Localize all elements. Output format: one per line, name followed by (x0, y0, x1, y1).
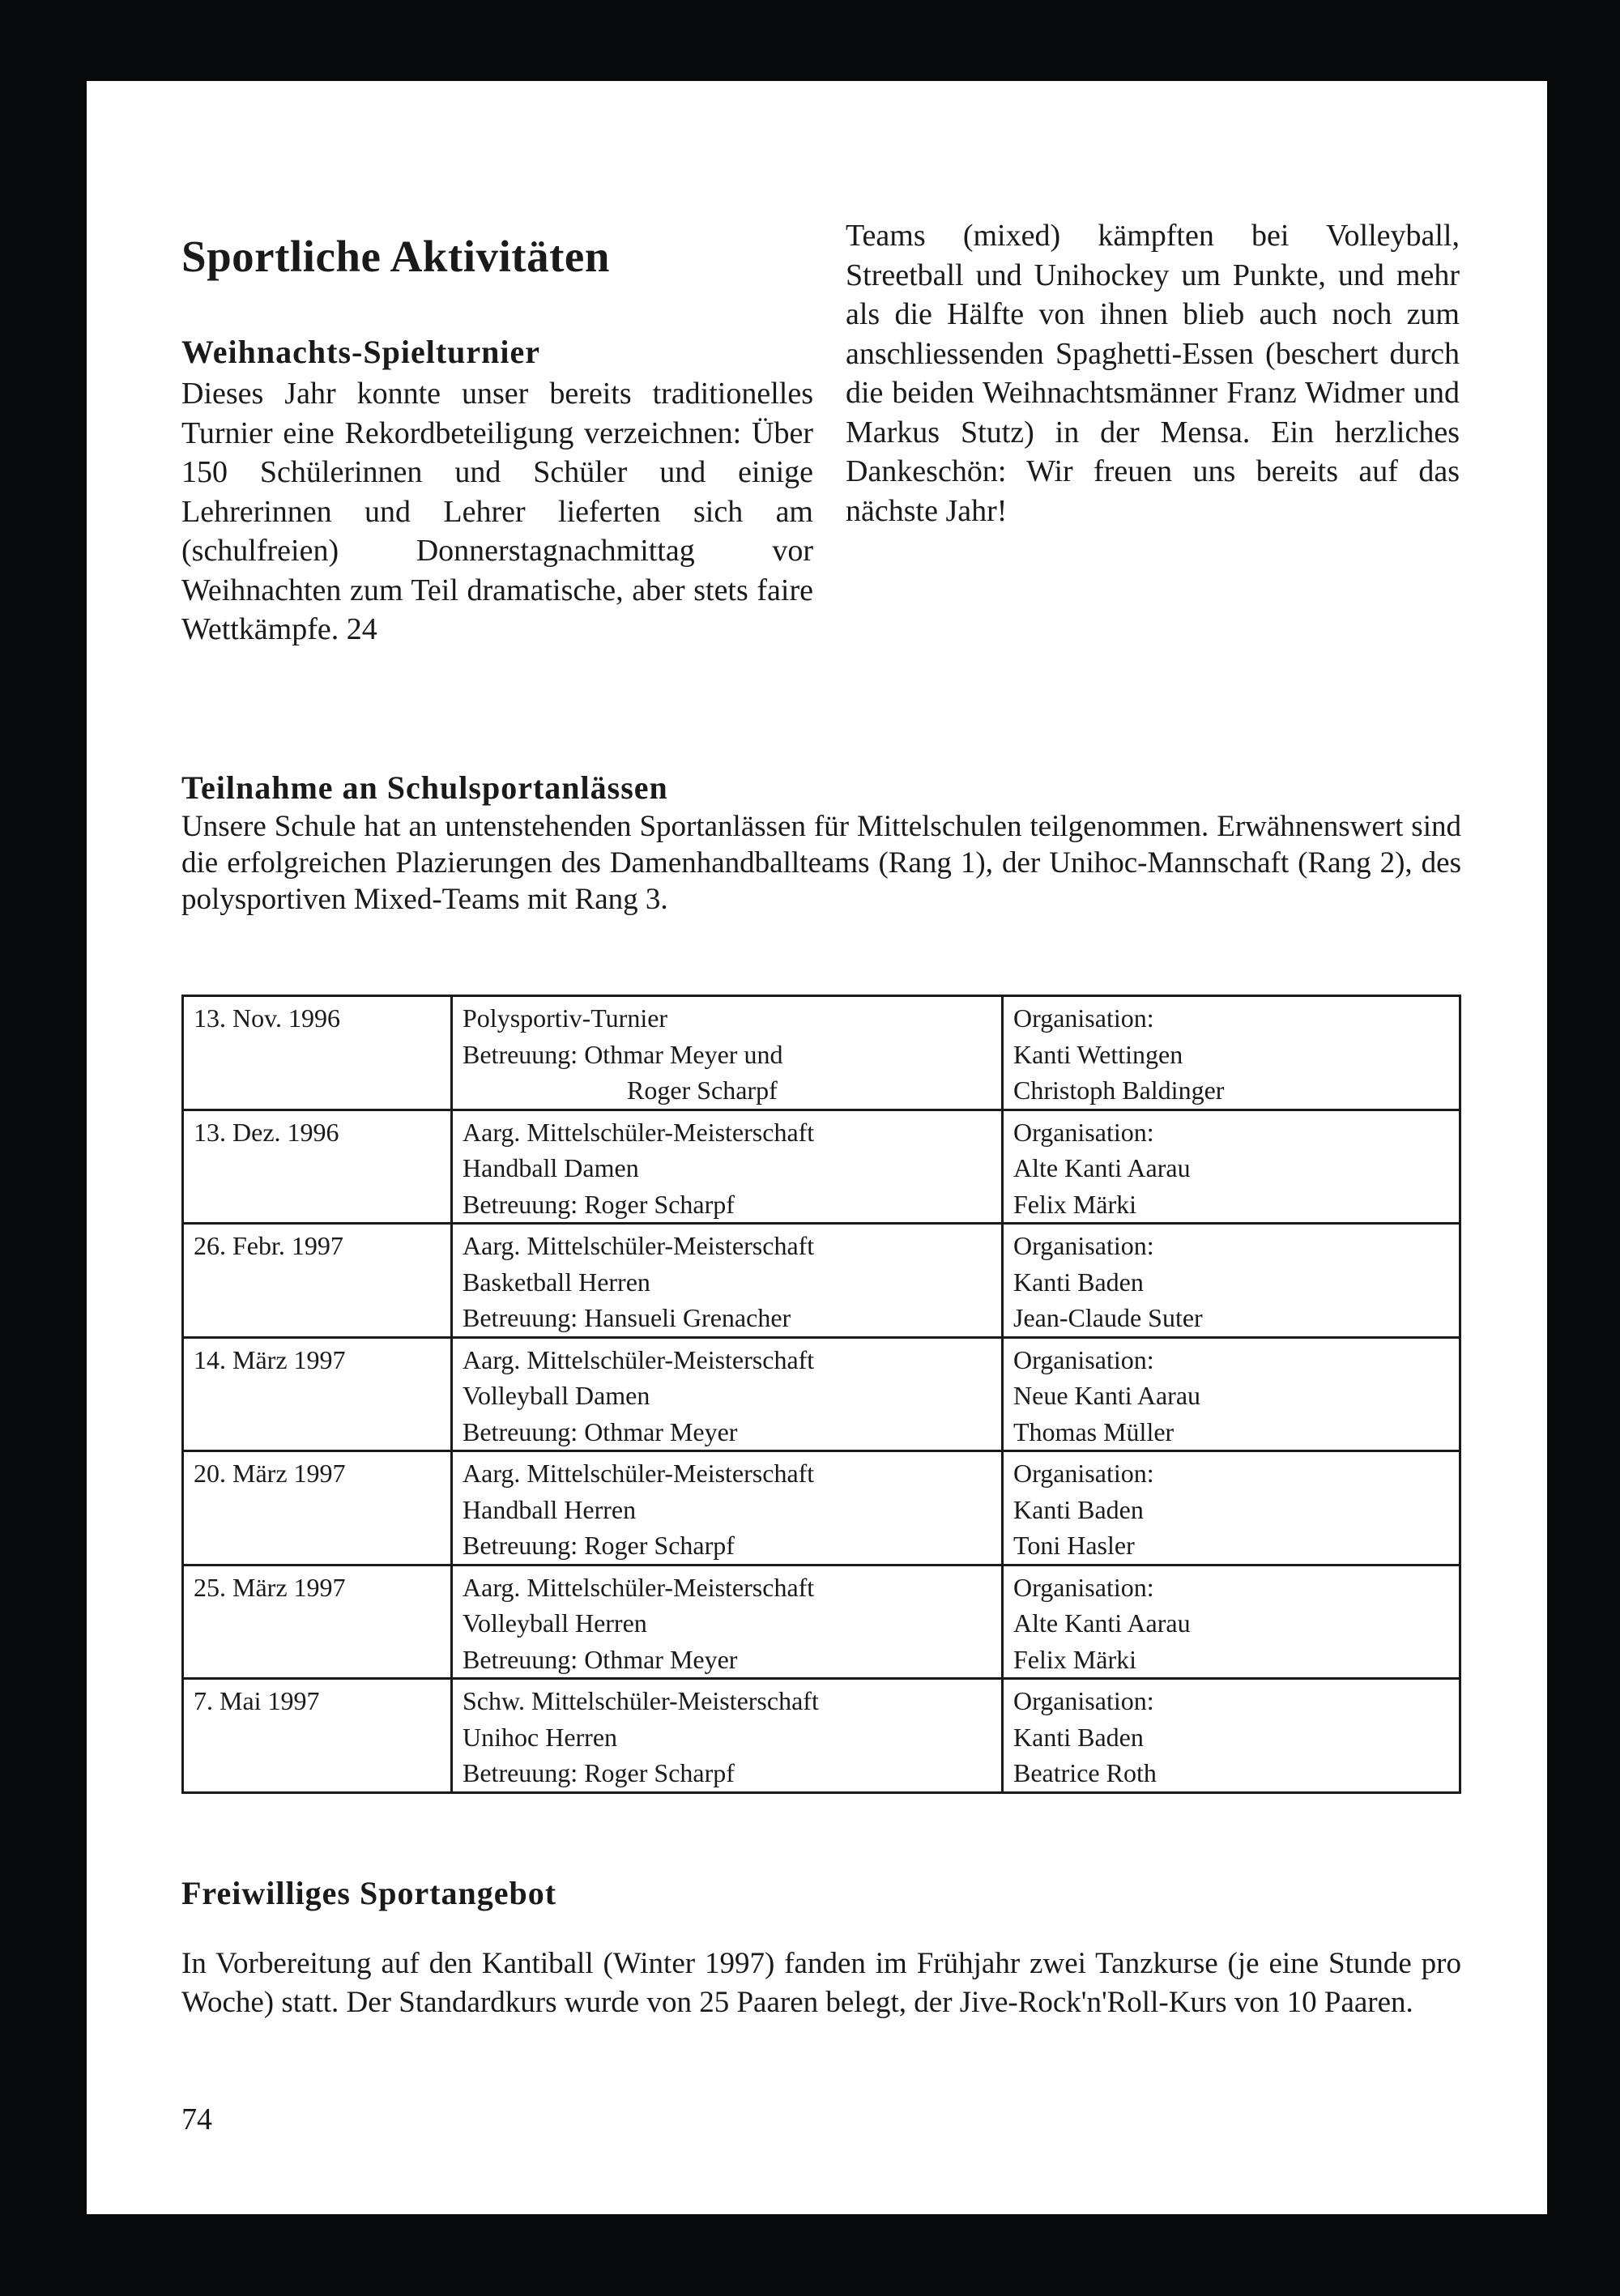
org-school: Kanti Baden (1013, 1267, 1144, 1297)
org-school: Alte Kanti Aarau (1013, 1608, 1191, 1638)
event-organisation (1003, 1224, 1460, 1338)
org-label: Organisation: (1013, 1117, 1154, 1147)
event-supervisor: Betreuung: Roger Scharpf (463, 1531, 735, 1560)
freiwillig-text: In Vorbereitung auf den Kantiball (Winter 1997) fanden im Frühjahr zwei Tanzkurse (je eine Stunde pro Woche) statt. Der Standardkurs wurde von 25 Paaren belegt, der Jive-Rock'n'Roll-Kurs von 10 Paaren. (181, 1947, 1461, 2019)
event-detail: Basketball Herren (463, 1267, 650, 1297)
event-detail: Betreuung: Othmar Meyer und (463, 1039, 783, 1069)
freiwillig-section (181, 1873, 1461, 2022)
table-row (183, 1224, 1460, 1338)
event-detail: Volleyball Herren (463, 1608, 647, 1638)
org-label: Organisation: (1013, 1686, 1154, 1715)
teilnahme-text: Unsere Schule hat an untenstehenden Sportanlässen für Mittelschulen teilgenommen. Erwähnenswert sind die erfolgreichen Plazierungen des Damenhandballteams (Rang 1), der Unihoc-Mannschaft (Rang 2), des polysportiven Mixed-Teams mit Rang 3. (181, 810, 1461, 916)
event-title: Polysportiv-Turnier (463, 1003, 668, 1033)
table-row (183, 1337, 1460, 1451)
event-organisation (1003, 1451, 1460, 1565)
org-school: Neue Kanti Aarau (1013, 1381, 1201, 1410)
event-title: Aarg. Mittelschüler-Meisterschaft (463, 1344, 815, 1374)
org-label: Organisation: (1013, 1459, 1154, 1488)
event-organisation (1003, 996, 1460, 1110)
teilnahme-heading: Teilnahme an Schulsportanlässen (181, 769, 668, 806)
weihnachts-column-left (181, 332, 813, 650)
event-title: Schw. Mittelschüler-Meisterschaft (463, 1686, 819, 1715)
event-description (452, 1110, 1003, 1224)
weihnachts-heading: Weihnachts-Spielturnier (181, 334, 541, 370)
event-organisation (1003, 1110, 1460, 1224)
event-date: 26. Febr. 1997 (183, 1224, 452, 1338)
event-detail: Handball Damen (463, 1153, 639, 1182)
table-row (183, 1679, 1460, 1793)
event-detail: Unihoc Herren (463, 1722, 618, 1752)
event-title: Aarg. Mittelschüler-Meisterschaft (463, 1459, 815, 1488)
event-organisation (1003, 1565, 1460, 1679)
org-contact: Felix Märki (1013, 1644, 1136, 1674)
org-school: Kanti Baden (1013, 1494, 1144, 1524)
event-description (452, 1451, 1003, 1565)
event-title: Aarg. Mittelschüler-Meisterschaft (463, 1572, 815, 1602)
event-supervisor: Betreuung: Roger Scharpf (463, 1189, 735, 1219)
event-date: 20. März 1997 (183, 1451, 452, 1565)
page-number: 74 (181, 2102, 212, 2136)
events-table (181, 995, 1461, 1794)
table-row (183, 1565, 1460, 1679)
event-supervisor: Roger Scharpf (627, 1076, 778, 1105)
org-contact: Toni Hasler (1013, 1531, 1135, 1560)
event-description (452, 996, 1003, 1110)
event-organisation (1003, 1679, 1460, 1793)
org-school: Kanti Baden (1013, 1722, 1144, 1752)
org-contact: Thomas Müller (1013, 1416, 1174, 1446)
event-description (452, 1565, 1003, 1679)
event-date: 7. Mai 1997 (183, 1679, 452, 1793)
event-date: 13. Nov. 1996 (183, 996, 452, 1110)
org-school: Alte Kanti Aarau (1013, 1153, 1191, 1182)
weihnachts-text-left: Dieses Jahr konnte unser bereits traditionelles Turnier eine Rekordbeteiligung verzeichnen: Über 150 Schülerinnen und Schüler und einige Lehrerinnen und Lehrer lieferten sich am (schulfreien) Donnerstagnachmittag vor Weihnachten zum Teil dramatische, aber stets faire Wettkämpfe. 24 (181, 377, 813, 646)
org-contact: Christoph Baldinger (1013, 1076, 1225, 1105)
event-supervisor: Betreuung: Othmar Meyer (463, 1644, 738, 1674)
org-contact: Beatrice Roth (1013, 1758, 1157, 1787)
event-date: 14. März 1997 (183, 1337, 452, 1451)
teilnahme-section (181, 768, 1461, 918)
org-label: Organisation: (1013, 1003, 1154, 1033)
org-school: Kanti Wettingen (1013, 1039, 1183, 1069)
event-supervisor: Betreuung: Roger Scharpf (463, 1758, 735, 1787)
event-date: 13. Dez. 1996 (183, 1110, 452, 1224)
event-description (452, 1224, 1003, 1338)
event-title: Aarg. Mittelschüler-Meisterschaft (463, 1231, 815, 1260)
event-detail: Handball Herren (463, 1494, 637, 1524)
weihnachts-column-right (846, 216, 1460, 530)
freiwillig-heading: Freiwilliges Sportangebot (181, 1875, 557, 1911)
org-label: Organisation: (1013, 1231, 1154, 1260)
page-title: Sportliche Aktivitäten (181, 232, 610, 281)
event-description (452, 1337, 1003, 1451)
event-supervisor: Betreuung: Othmar Meyer (463, 1416, 738, 1446)
event-description (452, 1679, 1003, 1793)
event-organisation (1003, 1337, 1460, 1451)
table-row (183, 1451, 1460, 1565)
table-row (183, 1110, 1460, 1224)
org-contact: Jean-Claude Suter (1013, 1303, 1203, 1332)
org-contact: Felix Märki (1013, 1189, 1136, 1219)
event-detail: Volleyball Damen (463, 1381, 650, 1410)
org-label: Organisation: (1013, 1572, 1154, 1602)
org-label: Organisation: (1013, 1344, 1154, 1374)
document-page (87, 81, 1547, 2214)
weihnachts-text-right: Teams (mixed) kämpften bei Volleyball, Streetball und Unihockey um Punkte, und mehr als die Hälfte von ihnen blieb auch noch zum anschliessenden Spaghetti-Essen (beschert durch die beiden Weihnachtsmänner Franz Widmer und Markus Stutz) in der Mensa. Ein herzliches Dankeschön: Wir freuen uns bereits auf das nächste Jahr! (846, 219, 1460, 528)
table-row (183, 996, 1460, 1110)
event-title: Aarg. Mittelschüler-Meisterschaft (463, 1117, 815, 1147)
event-date: 25. März 1997 (183, 1565, 452, 1679)
event-supervisor: Betreuung: Hansueli Grenacher (463, 1303, 791, 1332)
